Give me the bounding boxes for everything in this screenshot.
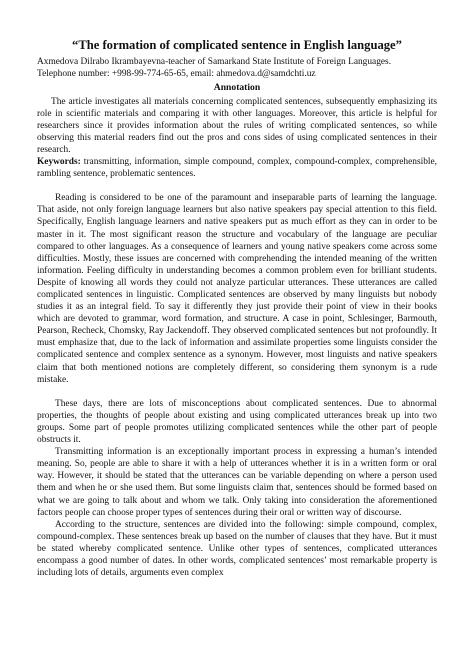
- keywords-label: Keywords:: [37, 157, 81, 168]
- author-info: [37, 56, 437, 81]
- author-contact: Telephone number: +998-99-774-65-65, email: ahmedova.d@samdchti.uz: [37, 69, 316, 80]
- paper-title: “The formation of complicated sentence in English language”: [72, 38, 402, 52]
- abstract-paragraph: The article investigates all materials concerning complicated sentences, subsequently emphasizing its role in scientific materials and comparing it with other languages. Moreover, this article is helpful for researchers since it provides information about the rules of writing complicated sentences, so while observing this material readers find out the pros and cons sides of using complicated sentences in their research.: [37, 96, 437, 155]
- body-paragraph-4: According to the structure, sentences are divided into the following: simple compound, complex, compound-complex. These sentences break up based on the number of clauses that they have. But it must be stated whereby complicated sentence. Unlike other types of sentences, complicated utterances encompass a good number of dates. In other words, complicated sentences’ most remarkable property is including lots of details, arguments even complex: [37, 519, 437, 579]
- keywords-line: [37, 156, 437, 180]
- body-paragraph-3: Transmitting information is an exceptionally important process in expressing a human’s intended meaning. So, people are able to share it with a help of utterances whether it is in a written form or oral way. However, it should be stated that the utterances can be variable depending on where a person used them and when he or she used them. But some linguists claim that, sentences should be formed based on what we are going to talk about and whom we talk. Only taking into consideration the aforementioned factors people can choose proper types of sentences during their oral or written way of discourse.: [37, 447, 437, 518]
- body-paragraph-2: These days, there are lots of misconceptions about complicated sentences. Due to abnormal properties, the thoughts of people about existing and using complicated utterances break up into two groups. Some part of people promotes utilizing complicated sentences while the other part of people obstructs it.: [37, 398, 437, 446]
- annotation-heading: Annotation: [213, 81, 261, 93]
- body-paragraph-1: Reading is considered to be one of the paramount and inseparable parts of learning the language. That aside, not only foreign language learners but also native speakers pay special attention to this field. Specifically, English language learners and native speakers put as much effort as they can in order to be master in it. The most significant reason the structure and vocabulary of the language are peculiar compared to other languages. As a consequence of learners and young native speakers come across some difficulties. Mostly, these issues are concerned with comprehending the intended meaning of the written information. Feeling difficulty in understanding becomes a common problem even for brilliant students. Despite of knowing all words they could not analyze particular utterances. These utterances are called complicated sentences in linguistic. Complicated sentences are observed by many linguists but nobody studies it as an integral field. To say it differently they just provide their point of view in their books which are devoted to grammar, word formation, and structure. A case in point, Schlesinger, Barmouth, Pearson, Recheck, Chomsky, Ray Jackendoff. They observed complicated sentences but not profoundly. It must emphasize that, due to the lack of information and assimilate properties some linguists consider the complicated sentence and complex sentence as a synonym. However, most linguists and native speakers claim that both mentioned notions are completely different, so considering them synonym is a rude mistake.: [37, 193, 437, 385]
- author-names: Axmedova Dilrabo Ikrambayevna: [37, 57, 166, 67]
- author-affiliation: -teacher of Samarkand State Institute of Foreign Languages.: [165, 57, 392, 67]
- keywords-text: transmitting, information, simple compound, complex, compound-complex, comprehensible, rambling sentence, problematic sentences.: [37, 157, 437, 180]
